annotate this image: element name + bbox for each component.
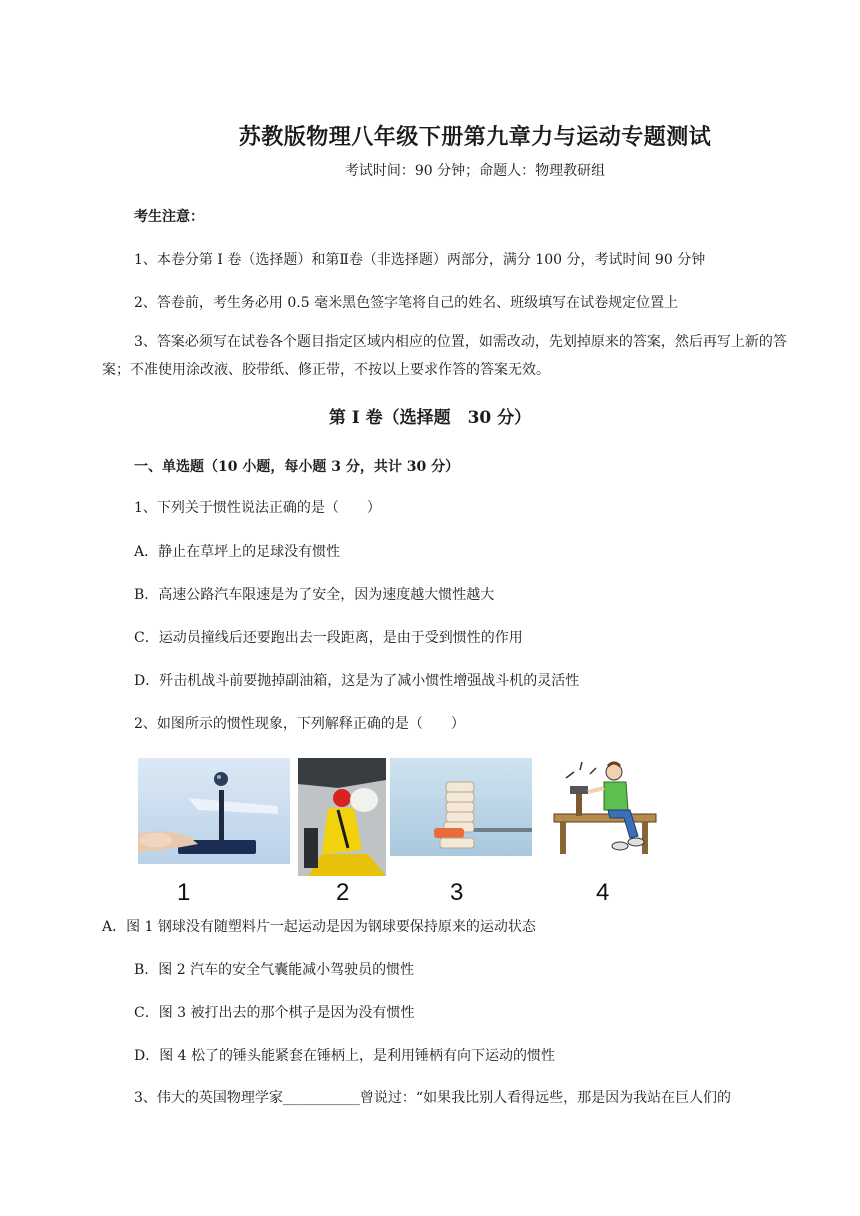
figure-2-airbag-photo [298,758,386,876]
page-title: 苏教版物理八年级下册第九章力与运动专题测试 [238,124,712,150]
question-1-stem: 1、下列关于惯性说法正确的是（ ） [134,500,381,516]
figure-label-3: 3 [450,879,464,906]
figure-label-4: 4 [596,879,610,906]
notice-heading: 考生注意： [134,209,204,225]
question-1-option-c: C．运动员撞线后还要跑出去一段距离，是由于受到惯性的作用 [134,630,523,646]
question-3-stem: 3、伟大的英国物理学家___________曾说过：“如果我比别人看得远些，那是因为我站在巨人们的 [134,1090,732,1106]
figure-label-2: 2 [336,879,350,906]
question-1-option-b: B．高速公路汽车限速是为了安全，因为速度越大惯性越大 [134,587,495,603]
notice-item-3: 3、答案必须写在试卷各个题目指定区域内相应的位置，如需改动，先划掉原来的答案，然后再写上新的答案；不准使用涂改液、胶带纸、修正带，不按以上要求作答的答案无效。 [102,334,787,378]
question-1-option-d: D．歼击机战斗前要抛掉副油箱，这是为了减小惯性增强战斗机的灵活性 [134,673,580,689]
figure-3-chess-stack-photo [390,758,532,856]
figure-1-ball-inertia-photo [138,758,290,864]
section-title: 第 I 卷（选择题 30 分） [328,408,532,428]
question-2-option-a: A．图 1 钢球没有随塑料片一起运动是因为钢球要保持原来的运动状态 [102,919,536,935]
question-2-option-b: B．图 2 汽车的安全气囊能减小驾驶员的惯性 [134,962,415,978]
part-heading: 一、单选题（10 小题，每小题 3 分，共计 30 分） [134,459,460,475]
question-2-option-c: C．图 3 被打出去的那个棋子是因为没有惯性 [134,1005,415,1021]
exam-meta: 考试时间：90 分钟；命题人：物理教研组 [344,163,606,179]
figure-4-hammer-illustration [550,758,658,860]
question-2-stem: 2、如图所示的惯性现象，下列解释正确的是（ ） [134,716,465,732]
figure-label-1: 1 [177,879,191,906]
notice-item-1: 1、本卷分第 I 卷（选择题）和第Ⅱ卷（非选择题）两部分，满分 100 分，考试时间 90 分钟 [134,252,706,268]
notice-item-2: 2、答卷前，考生务必用 0.5 毫米黑色签字笔将自己的姓名、班级填写在试卷规定位置上 [134,295,679,311]
question-2-option-d: D．图 4 松了的锤头能紧套在锤柄上，是利用锤柄有向下运动的惯性 [134,1048,556,1064]
question-1-option-a: A．静止在草坪上的足球没有惯性 [134,544,341,560]
